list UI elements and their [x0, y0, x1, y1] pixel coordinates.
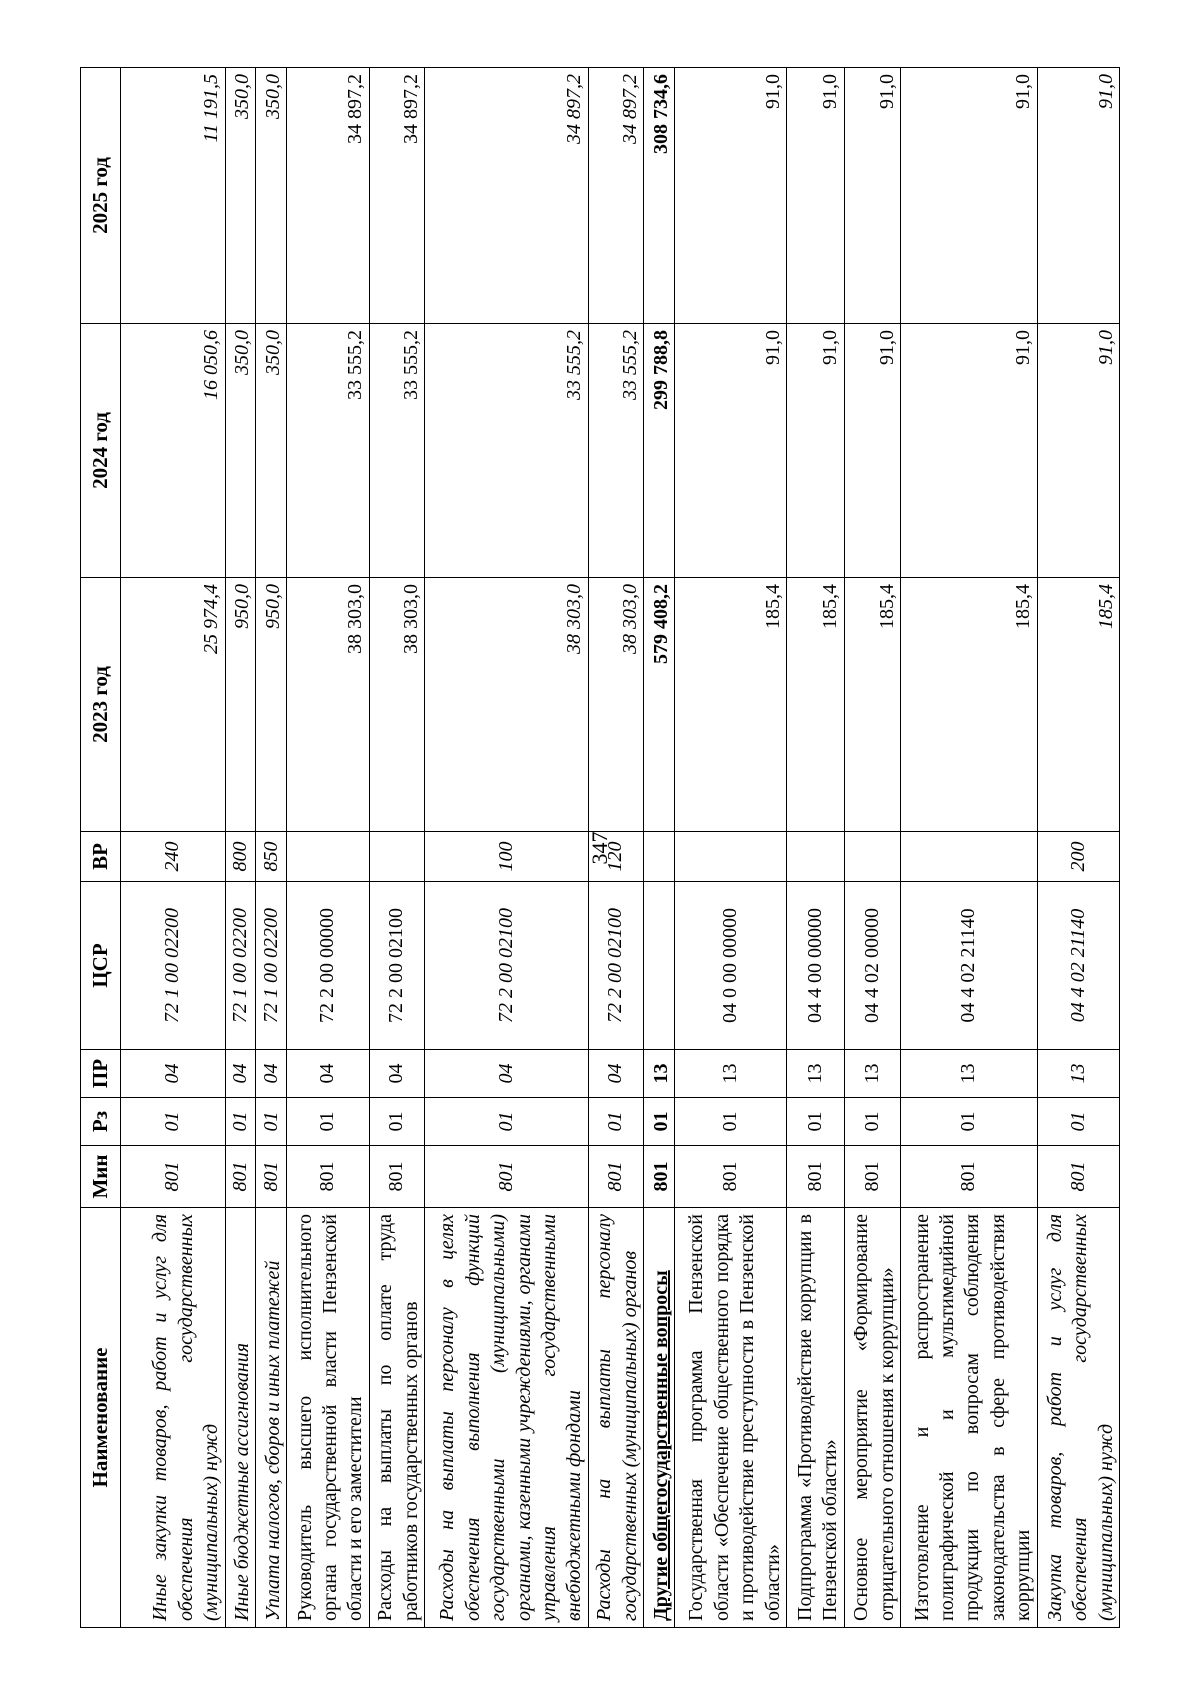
cell-2023: 38 303,0: [369, 578, 424, 832]
cell-2023: 38 303,0: [588, 578, 643, 832]
cell-pr: 04: [588, 1050, 643, 1098]
cell-2025: 91,0: [1037, 68, 1119, 324]
cell-2025: 34 897,2: [287, 68, 369, 324]
cell-vr: [644, 832, 675, 882]
cell-rz: 01: [225, 1098, 256, 1146]
cell-min: 801: [225, 1146, 256, 1208]
cell-name: Государственная программа Пензенской области «Обеспечение общественного порядка и противодействие преступности в Пензенской области»: [674, 1208, 786, 1628]
budget-table: [80, 67, 1120, 1628]
cell-vr: [844, 832, 901, 882]
cell-pr: 04: [121, 1050, 226, 1098]
cell-name: Другие общегосударственные вопросы: [644, 1208, 675, 1628]
header-vr: ВР: [81, 832, 121, 882]
cell-rz: 01: [844, 1098, 901, 1146]
cell-2024: 350,0: [225, 324, 256, 578]
table-row: [425, 68, 589, 1628]
cell-name: Подпрограмма «Противодействие коррупции в Пензенской области»: [786, 1208, 844, 1628]
cell-2024: 16 050,6: [121, 324, 226, 578]
cell-2025: 34 897,2: [425, 68, 589, 324]
cell-2025: 308 734,6: [644, 68, 675, 324]
cell-pr: 04: [425, 1050, 589, 1098]
cell-name: Иные бюджетные ассигнования: [225, 1208, 256, 1628]
cell-min: 801: [256, 1146, 287, 1208]
cell-name: Иные закупки товаров, работ и услуг для обеспечения государственных (муниципальных) нужд: [121, 1208, 226, 1628]
cell-2023: 185,4: [901, 578, 1038, 832]
cell-rz: 01: [1037, 1098, 1119, 1146]
cell-csr: 04 4 02 21140: [901, 882, 1038, 1050]
page-number: 347: [587, 831, 612, 865]
table-row: [901, 68, 1038, 1628]
cell-2023: 38 303,0: [287, 578, 369, 832]
cell-csr: 72 1 00 02200: [256, 882, 287, 1050]
cell-name: Расходы на выплаты по оплате труда работников государственных органов: [369, 1208, 424, 1628]
cell-2025: 91,0: [844, 68, 901, 324]
cell-pr: 13: [644, 1050, 675, 1098]
table-row: [844, 68, 901, 1628]
table-row: [225, 68, 256, 1628]
cell-min: 801: [644, 1146, 675, 1208]
cell-2025: 34 897,2: [588, 68, 643, 324]
cell-csr: 72 2 00 02100: [425, 882, 589, 1050]
header-pr: ПР: [81, 1050, 121, 1098]
table-row: [644, 68, 675, 1628]
cell-2025: 34 897,2: [369, 68, 424, 324]
cell-min: 801: [121, 1146, 226, 1208]
cell-pr: 04: [256, 1050, 287, 1098]
cell-2024: 350,0: [256, 324, 287, 578]
cell-csr: 72 1 00 02200: [121, 882, 226, 1050]
cell-csr: 04 4 00 00000: [786, 882, 844, 1050]
cell-min: 801: [674, 1146, 786, 1208]
cell-vr: [674, 832, 786, 882]
header-csr: ЦСР: [81, 882, 121, 1050]
cell-pr: 13: [1037, 1050, 1119, 1098]
cell-rz: 01: [256, 1098, 287, 1146]
cell-rz: 01: [369, 1098, 424, 1146]
cell-pr: 13: [786, 1050, 844, 1098]
cell-2025: 91,0: [786, 68, 844, 324]
cell-vr: [369, 832, 424, 882]
cell-name: Изготовление и распространение полиграфической и мультимедийной продукции по вопросам соблюдения законодательства в сфере противодействия коррупции: [901, 1208, 1038, 1628]
cell-csr: 04 4 02 00000: [844, 882, 901, 1050]
cell-2025: 350,0: [256, 68, 287, 324]
cell-pr: 04: [369, 1050, 424, 1098]
header-2024: 2024 год: [81, 324, 121, 578]
cell-2023: 950,0: [225, 578, 256, 832]
cell-vr: [287, 832, 369, 882]
cell-2023: 185,4: [674, 578, 786, 832]
cell-2024: 33 555,2: [287, 324, 369, 578]
cell-rz: 01: [901, 1098, 1038, 1146]
cell-2024: 33 555,2: [369, 324, 424, 578]
header-row: [81, 68, 121, 1628]
cell-vr: 120: [588, 832, 643, 882]
header-name: Наименование: [81, 1208, 121, 1628]
table-row: [786, 68, 844, 1628]
cell-csr: 04 0 00 00000: [674, 882, 786, 1050]
cell-min: 801: [901, 1146, 1038, 1208]
header-2023: 2023 год: [81, 578, 121, 832]
cell-pr: 13: [844, 1050, 901, 1098]
cell-rz: 01: [425, 1098, 589, 1146]
table-row: [121, 68, 226, 1628]
budget-table-container: [80, 68, 1120, 1628]
table-row: [369, 68, 424, 1628]
cell-name: Уплата налогов, сборов и иных платежей: [256, 1208, 287, 1628]
cell-2024: 91,0: [901, 324, 1038, 578]
cell-rz: 01: [121, 1098, 226, 1146]
cell-name: Руководитель высшего исполнительного органа государственной власти Пензенской области и его заместители: [287, 1208, 369, 1628]
cell-csr: 72 2 00 02100: [588, 882, 643, 1050]
cell-csr: [644, 882, 675, 1050]
table-row: [256, 68, 287, 1628]
table-row: [287, 68, 369, 1628]
cell-rz: 01: [644, 1098, 675, 1146]
cell-2023: 38 303,0: [425, 578, 589, 832]
cell-csr: 04 4 02 21140: [1037, 882, 1119, 1050]
cell-2024: 91,0: [786, 324, 844, 578]
header-2025: 2025 год: [81, 68, 121, 324]
table-row: [588, 68, 643, 1628]
cell-2025: 91,0: [674, 68, 786, 324]
header-rz: Рз: [81, 1098, 121, 1146]
cell-vr: 800: [225, 832, 256, 882]
cell-min: 801: [287, 1146, 369, 1208]
cell-pr: 04: [287, 1050, 369, 1098]
cell-pr: 13: [901, 1050, 1038, 1098]
table-row: [674, 68, 786, 1628]
cell-vr: 200: [1037, 832, 1119, 882]
cell-vr: [901, 832, 1038, 882]
cell-rz: 01: [786, 1098, 844, 1146]
cell-rz: 01: [674, 1098, 786, 1146]
cell-2024: 91,0: [674, 324, 786, 578]
cell-min: 801: [1037, 1146, 1119, 1208]
cell-2024: 33 555,2: [425, 324, 589, 578]
cell-name: Расходы на выплаты персоналу в целях обеспечения выполнения функций государственными (муниципальными) органами, казенными учреждениями, органами управления государственными внебюджетными фондами: [425, 1208, 589, 1628]
cell-2024: 33 555,2: [588, 324, 643, 578]
cell-2025: 91,0: [901, 68, 1038, 324]
cell-2024: 299 788,8: [644, 324, 675, 578]
cell-min: 801: [844, 1146, 901, 1208]
cell-name: Расходы на выплаты персоналу государственных (муниципальных) органов: [588, 1208, 643, 1628]
cell-min: 801: [369, 1146, 424, 1208]
cell-pr: 04: [225, 1050, 256, 1098]
cell-rz: 01: [588, 1098, 643, 1146]
cell-name: Закупка товаров, работ и услуг для обеспечения государственных (муниципальных) нужд: [1037, 1208, 1119, 1628]
cell-vr: 850: [256, 832, 287, 882]
cell-csr: 72 2 00 00000: [287, 882, 369, 1050]
cell-pr: 13: [674, 1050, 786, 1098]
cell-csr: 72 1 00 02200: [225, 882, 256, 1050]
cell-2023: 950,0: [256, 578, 287, 832]
cell-min: 801: [786, 1146, 844, 1208]
cell-2023: 185,4: [844, 578, 901, 832]
cell-rz: 01: [287, 1098, 369, 1146]
cell-vr: 100: [425, 832, 589, 882]
cell-2024: 91,0: [1037, 324, 1119, 578]
cell-2023: 579 408,2: [644, 578, 675, 832]
cell-2023: 185,4: [1037, 578, 1119, 832]
header-min: Мин: [81, 1146, 121, 1208]
cell-min: 801: [425, 1146, 589, 1208]
cell-2025: 11 191,5: [121, 68, 226, 324]
cell-csr: 72 2 00 02100: [369, 882, 424, 1050]
cell-vr: 240: [121, 832, 226, 882]
table-row: [1037, 68, 1119, 1628]
cell-2024: 91,0: [844, 324, 901, 578]
cell-min: 801: [588, 1146, 643, 1208]
cell-2023: 185,4: [786, 578, 844, 832]
cell-vr: [786, 832, 844, 882]
cell-2025: 350,0: [225, 68, 256, 324]
cell-name: Основное мероприятие «Формирование отрицательного отношения к коррупции»: [844, 1208, 901, 1628]
cell-2023: 25 974,4: [121, 578, 226, 832]
